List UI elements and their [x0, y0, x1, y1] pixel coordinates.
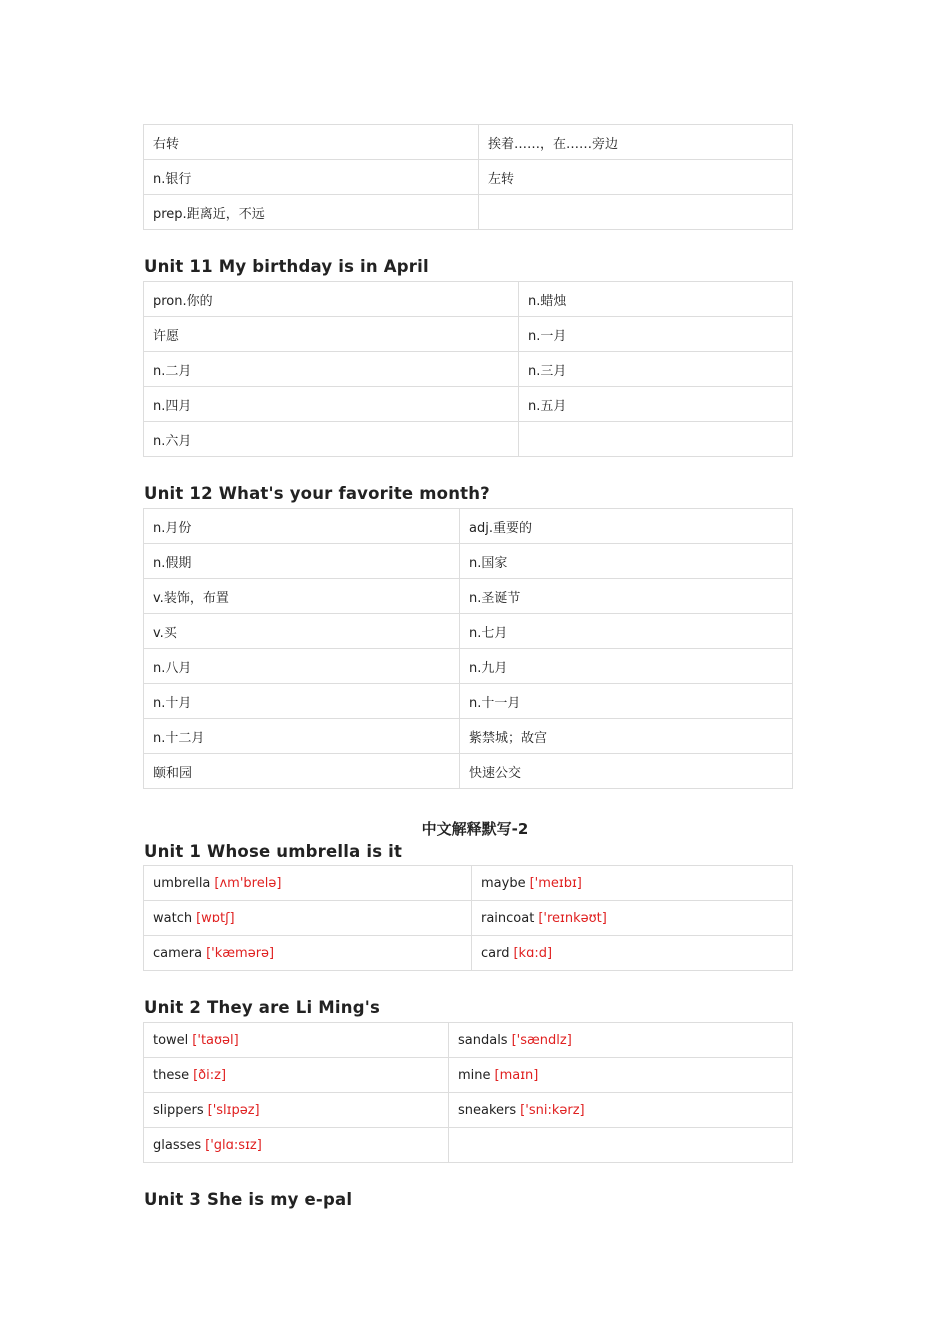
table-cell: n.二月 — [144, 352, 519, 387]
word: slippers — [153, 1102, 204, 1118]
vocab-table-unit12 — [143, 508, 793, 789]
table-row — [144, 1093, 793, 1128]
table-cell: n.圣诞节 — [460, 579, 793, 614]
table-cell: v.装饰，布置 — [144, 579, 460, 614]
unit12-heading: Unit 12 What's your favorite month? — [144, 484, 490, 503]
table-cell: n.银行 — [144, 160, 479, 195]
table-cell: n.假期 — [144, 544, 460, 579]
table-cell: n.十二月 — [144, 719, 460, 754]
table-cell: adj.重要的 — [460, 509, 793, 544]
table-cell: 紫禁城；故宫 — [460, 719, 793, 754]
table-row — [144, 544, 793, 579]
vocab-table-unit11 — [143, 281, 793, 457]
word: umbrella — [153, 875, 211, 891]
table-cell: n.六月 — [144, 422, 519, 457]
vocab-table-unit2 — [143, 1022, 793, 1163]
word: maybe — [481, 875, 526, 891]
table-cell: 左转 — [479, 160, 793, 195]
table-row — [144, 719, 793, 754]
table-cell: n.国家 — [460, 544, 793, 579]
table-row — [144, 649, 793, 684]
phonetic: ['sændlz] — [511, 1032, 572, 1048]
word: sandals — [458, 1032, 508, 1048]
table-row — [144, 936, 793, 971]
table-row — [144, 866, 793, 901]
table-cell — [449, 1128, 793, 1163]
word: glasses — [153, 1137, 202, 1153]
phonetic: [wɒtʃ] — [196, 910, 235, 926]
table-cell — [144, 1128, 449, 1163]
word: watch — [153, 910, 193, 926]
vocab-table-unit1 — [143, 865, 793, 971]
phonetic: [maɪn] — [494, 1067, 539, 1083]
table-cell: n.一月 — [519, 317, 793, 352]
table-cell — [519, 422, 793, 457]
phonetic: ['meɪbɪ] — [529, 875, 582, 891]
table-row — [144, 352, 793, 387]
table-row — [144, 1128, 793, 1163]
table-row — [144, 614, 793, 649]
table-row — [144, 125, 793, 160]
table-cell: n.十一月 — [460, 684, 793, 719]
unit2-heading: Unit 2 They are Li Ming's — [144, 998, 380, 1017]
table-row — [144, 1058, 793, 1093]
table-cell — [449, 1058, 793, 1093]
table-cell: n.七月 — [460, 614, 793, 649]
table-cell: 右转 — [144, 125, 479, 160]
word: towel — [153, 1032, 189, 1048]
phonetic: [kɑ:d] — [513, 945, 553, 961]
table-row — [144, 317, 793, 352]
table-row — [144, 684, 793, 719]
phonetic: ['kæmərə] — [206, 945, 275, 961]
vocab-table-top — [143, 124, 793, 230]
table-cell: n.蜡烛 — [519, 282, 793, 317]
table-row — [144, 1023, 793, 1058]
phonetic: [ði:z] — [193, 1067, 227, 1083]
table-cell — [144, 1058, 449, 1093]
phonetic: ['slɪpəz] — [207, 1102, 260, 1118]
table-cell: n.月份 — [144, 509, 460, 544]
table-cell: pron.你的 — [144, 282, 519, 317]
table-row — [144, 579, 793, 614]
table-cell: 快速公交 — [460, 754, 793, 789]
unit1-heading: Unit 1 Whose umbrella is it — [144, 842, 403, 861]
table-row — [144, 509, 793, 544]
table-cell — [472, 866, 793, 901]
table-cell — [144, 901, 472, 936]
phonetic: [ʌm'brelə] — [214, 875, 282, 891]
table-cell — [449, 1023, 793, 1058]
table-cell — [144, 936, 472, 971]
table-cell: n.十月 — [144, 684, 460, 719]
table-cell: 挨着……，在……旁边 — [479, 125, 793, 160]
table-cell — [479, 195, 793, 230]
phonetic: ['glɑ:sɪz] — [205, 1137, 262, 1153]
table-cell: n.五月 — [519, 387, 793, 422]
word: card — [481, 945, 510, 961]
unit3-heading: Unit 3 She is my e-pal — [144, 1190, 353, 1209]
table-cell — [472, 936, 793, 971]
word: raincoat — [481, 910, 535, 926]
table-row — [144, 422, 793, 457]
phonetic: ['sni:kərz] — [520, 1102, 585, 1118]
table-cell: 许愿 — [144, 317, 519, 352]
table-cell: n.八月 — [144, 649, 460, 684]
table-cell — [144, 1093, 449, 1128]
table-row — [144, 282, 793, 317]
table-cell: n.九月 — [460, 649, 793, 684]
word: camera — [153, 945, 203, 961]
word: these — [153, 1067, 190, 1083]
phonetic: ['taʊəl] — [192, 1032, 239, 1048]
table-cell: n.四月 — [144, 387, 519, 422]
word: mine — [458, 1067, 491, 1083]
table-row — [144, 387, 793, 422]
table-cell: n.三月 — [519, 352, 793, 387]
table-cell — [144, 1023, 449, 1058]
table-cell: prep.距离近，不远 — [144, 195, 479, 230]
table-cell: v.买 — [144, 614, 460, 649]
word: sneakers — [458, 1102, 517, 1118]
table-cell — [449, 1093, 793, 1128]
table-row — [144, 160, 793, 195]
table-row — [144, 754, 793, 789]
table-cell — [144, 866, 472, 901]
table-cell: 颐和园 — [144, 754, 460, 789]
table-cell — [472, 901, 793, 936]
table-row — [144, 901, 793, 936]
section-heading: 中文解释默写-2 — [421, 820, 529, 838]
unit11-heading: Unit 11 My birthday is in April — [144, 257, 429, 276]
phonetic: ['reɪnkəʊt] — [538, 910, 607, 926]
table-row — [144, 195, 793, 230]
